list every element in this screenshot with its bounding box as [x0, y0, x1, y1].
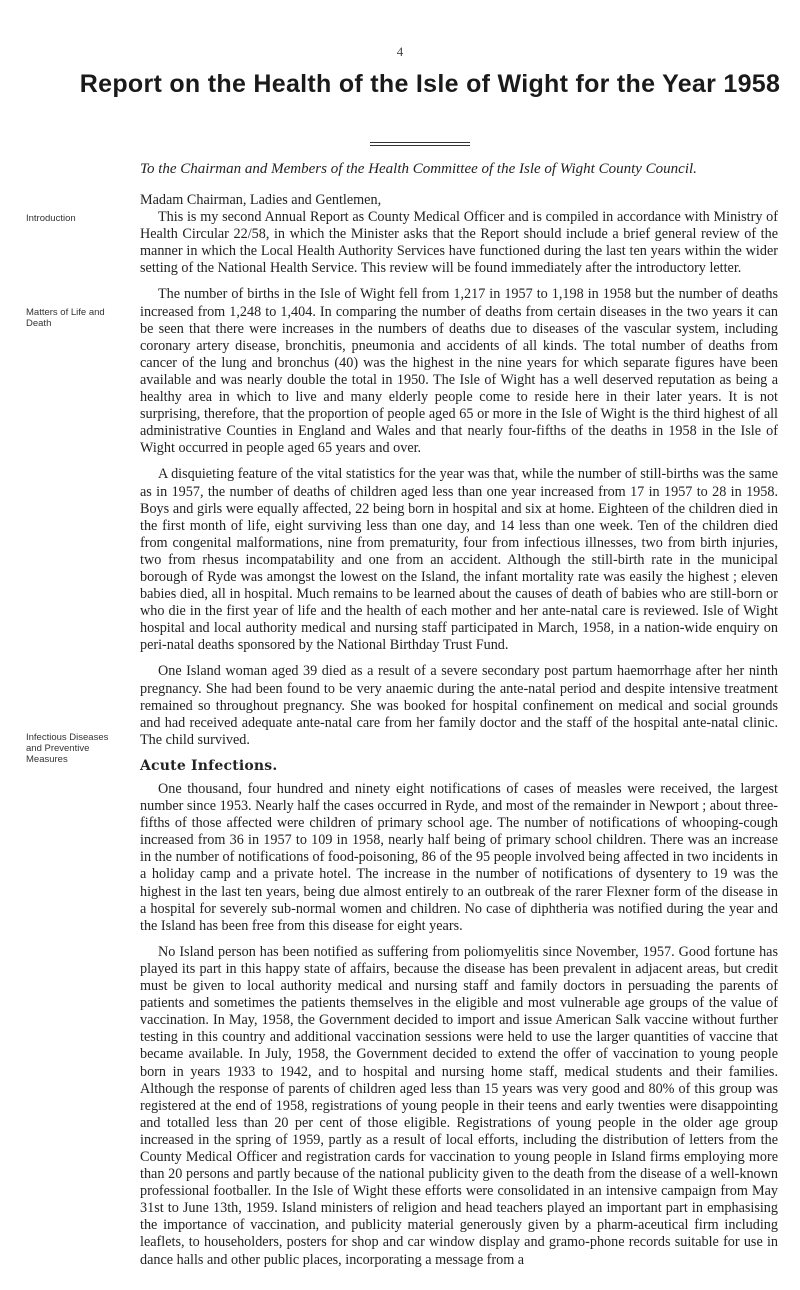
margin-note-life-and-death: Matters of Life and Death	[26, 307, 105, 329]
paragraph-notifications: One thousand, four hundred and ninety eight notifications of cases of measles were received, the largest number since 1953. Nearly half the cases occurred in Ryde, and most of the remainder in Newport ; about three-fifths of those affected were children of primary school age. The number of notifications of whooping-cough increased from 36 in 1957 to 109 in 1958, nearly half being of primary school children. There was an increase in the number of notifications of food-poisoning, 86 of the 95 people involved being affected in two incidents in a holiday camp and a private hotel. The increase in the number of notifications of dysentery to 19 was the highest in the last ten years, being due almost entirely to an outbreak of the rarer Flexner form of the disease in a hospital for severely sub-normal women and children. No case of diphtheria was notified during the year and the Island has been free from this disease for eight years.	[140, 781, 778, 934]
paragraph-maternal-death: One Island woman aged 39 died as a result of a severe secondary post partum haemorrhage after her ninth pregnancy. She had been found to be very anaemic during the ante-natal period and despite intensive treatment remained so throughout pregnancy. She was booked for hospital confinement on medical and social grounds and had received adequate ante-natal care from her family doctor and the staff of the hospital ante-natal clinic. The child survived.	[140, 663, 778, 748]
title-rule-bottom	[370, 145, 470, 146]
page-title: Report on the Health of the Isle of Wight for the Year 1958	[79, 70, 781, 98]
paragraph-poliomyelitis: No Island person has been notified as suffering from poliomyelitis since November, 1957. Good fortune has played its part in this happy state of affairs, because the disease has been prevalent in adjacent areas, but credit must be given to local authority medical and nursing staff and family doctors in persuading the parents of patients and sometimes the patients themselves in the eligible and most vulnerable age groups of the value of vaccination. In May, 1958, the Government decided to import and issue American Salk vaccine without further testing in this country and additional vaccination sessions were held to use the larger quantities of vaccine that became available. In July, 1958, the Government decided to extend the offer of vaccination to young people born in years 1933 to 1942, and to hospital and nursing home staff, medical students and their families. Although the response of parents of children aged less than 15 years was very good and 80% of this group was registered at the end of 1958, registrations of young people in their teens and early twenties were disappointing and totalled less than 20 per cent of those eligible. Registrations of young people in the older age group increased in the spring of 1959, partly as a result of local efforts, including the distribution of letters from the County Medical Officer and registration cards for vaccination to young people in Island firms employing more than 20 persons and partly because of the national publicity given to the death from the disease of a well-known professional footballer. In the Isle of Wight these efforts were consolidated in an intensive campaign from May 31st to June 13th, 1959. Island ministers of religion and head teachers played an important part in emphasising the importance of vaccination, and publicity material generously given by a pharm-aceutical firm including leaflets, to householders, posters for shop and car window display and gramo-phone records suitable for use in dance halls and other public places, incorporating a message from a	[140, 943, 778, 1268]
page-number: 4	[396, 44, 404, 59]
heading-acute-infections: Acute Infections.	[140, 757, 278, 774]
paragraph-births-deaths: The number of births in the Isle of Wight fell from 1,217 in 1957 to 1,198 in 1958 but the number of deaths increased from 1,248 to 1,404. In comparing the number of deaths from certain diseases in the two years it can be seen that there were increases in the numbers of deaths due to diseases of the vascular system, including coronary artery disease, bronchitis, pneumonia and accidents of all kinds. The total number of deaths from cancer of the lung and bronchus (40) was the highest in the nine years for which separate figures have been available and was nearly double the total in 1950. The Isle of Wight has a well deserved reputation as being a healthy area in which to live and many elderly people come to reside here in their later years. It is not surprising, therefore, that the proportion of people aged 65 or more in the Isle of Wight is the third highest of all administrative Counties in England and Wales and that nearly four-fifths of the deaths in 1958 in the Isle of Wight occurred in people aged 65 years and over.	[140, 286, 778, 457]
report-body	[140, 192, 778, 1278]
greeting: Madam Chairman, Ladies and Gentlemen,	[140, 192, 382, 208]
paragraph-infant-mortality: A disquieting feature of the vital statistics for the year was that, while the number of still-births was the same as in 1957, the number of deaths of children aged less than one year increased from 17 in 1957 to 28 in 1958. Boys and girls were equally affected, 22 being born in hospital and six at home. Eighteen of the children died in the first month of life, eight surviving less than one day, and 14 less than one week. Ten of the children died from congenital malformations, nine from prematurity, four from infectious illnesses, two from birth injuries, two from rhesus incompatability and one from an accident. Although the still-birth rate in the municipal borough of Ryde was amongst the lowest on the Island, the infant mortality rate was easily the highest ; eleven babies died, all in hospital. Much remains to be learned about the causes of death of babies who are still-born or who die in the first year of life and the health of each mother and her ante-natal care is reviewed. Isle of Wight hospital and local authority medical and nursing staff participated in March, 1958, in a nation-wide enquiry on peri-natal deaths sponsored by the National Birthday Trust Fund.	[140, 466, 778, 654]
addressee-line: To the Chairman and Members of the Health Committee of the Isle of Wight County Council.	[140, 161, 697, 177]
margin-note-introduction: Introduction	[26, 213, 76, 224]
paragraph-introduction: This is my second Annual Report as County Medical Officer and is compiled in accordance with Ministry of Health Circular 22/58, in which the Minister asks that the Report should include a brief general review of the manner in which the Local Health Authority Services have functioned during the last ten years within the wider setting of the National Health Service. This review will be found immediately after the introductory letter.	[140, 209, 778, 277]
title-rule-top	[370, 142, 470, 143]
margin-note-infectious: Infectious Diseases and Preventive Measures	[26, 732, 109, 765]
